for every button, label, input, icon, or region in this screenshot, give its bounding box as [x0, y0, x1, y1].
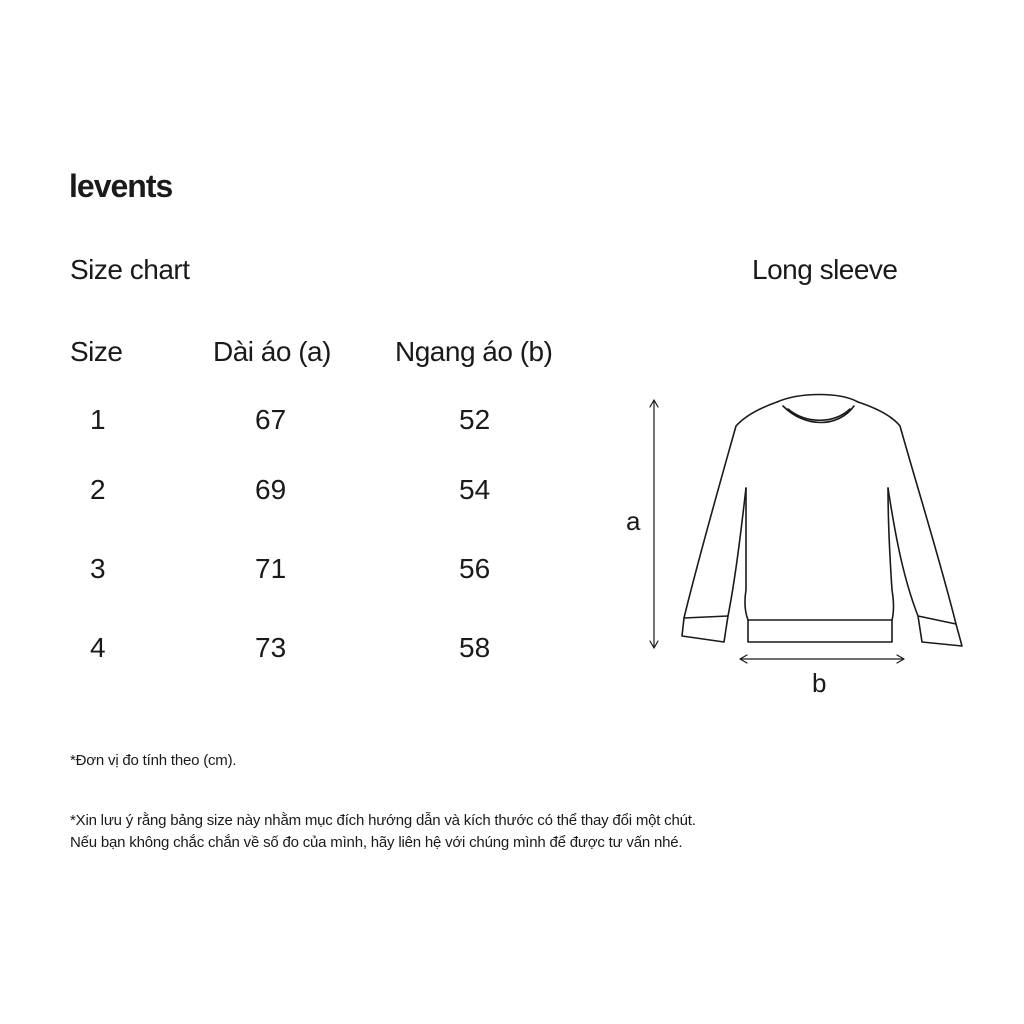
- table-row: [70, 372, 595, 450]
- cell-size: 2: [90, 473, 106, 505]
- cell-size: 3: [90, 552, 106, 584]
- cell-size: 1: [90, 404, 106, 435]
- length-dimension-arrow: [650, 400, 658, 648]
- cell-width: 52: [459, 404, 491, 435]
- size-table: [70, 332, 595, 687]
- width-label: b: [812, 668, 827, 698]
- width-dimension-arrow: [740, 655, 904, 663]
- product-title: Long sleeve: [752, 254, 898, 285]
- table-row: [70, 529, 595, 608]
- header-size: Size: [70, 336, 123, 367]
- cell-width: 54: [459, 473, 491, 505]
- sweatshirt-diagram: [600, 380, 1000, 720]
- sweatshirt-outline: [682, 395, 962, 647]
- cell-width: 58: [459, 631, 491, 663]
- disclaimer-line-2: Nếu bạn không chắc chắn về số đo của mình, hãy liên hệ với chúng mình để được tư vấn nhé.: [70, 834, 683, 851]
- disclaimer-note: [70, 810, 696, 854]
- cell-width: 56: [459, 552, 491, 584]
- header-width: Ngang áo (b): [395, 336, 553, 367]
- chart-title: Size chart: [70, 254, 190, 285]
- header-length: Dài áo (a): [213, 336, 331, 367]
- cell-length: 69: [255, 473, 287, 505]
- table-row: [70, 450, 595, 529]
- cell-length: 67: [255, 404, 287, 435]
- table-row: [70, 608, 595, 687]
- cell-size: 4: [90, 631, 106, 663]
- brand-logo: levents: [69, 168, 173, 204]
- disclaimer-line-1: *Xin lưu ý rằng bảng size này nhằm mục đích hướng dẫn và kích thước có thể thay đổi một chút.: [70, 812, 696, 829]
- cell-length: 71: [255, 552, 287, 584]
- table-header-row: [70, 332, 595, 372]
- length-label: a: [626, 506, 641, 536]
- unit-note: *Đơn vị đo tính theo (cm).: [70, 752, 237, 769]
- cell-length: 73: [255, 631, 287, 663]
